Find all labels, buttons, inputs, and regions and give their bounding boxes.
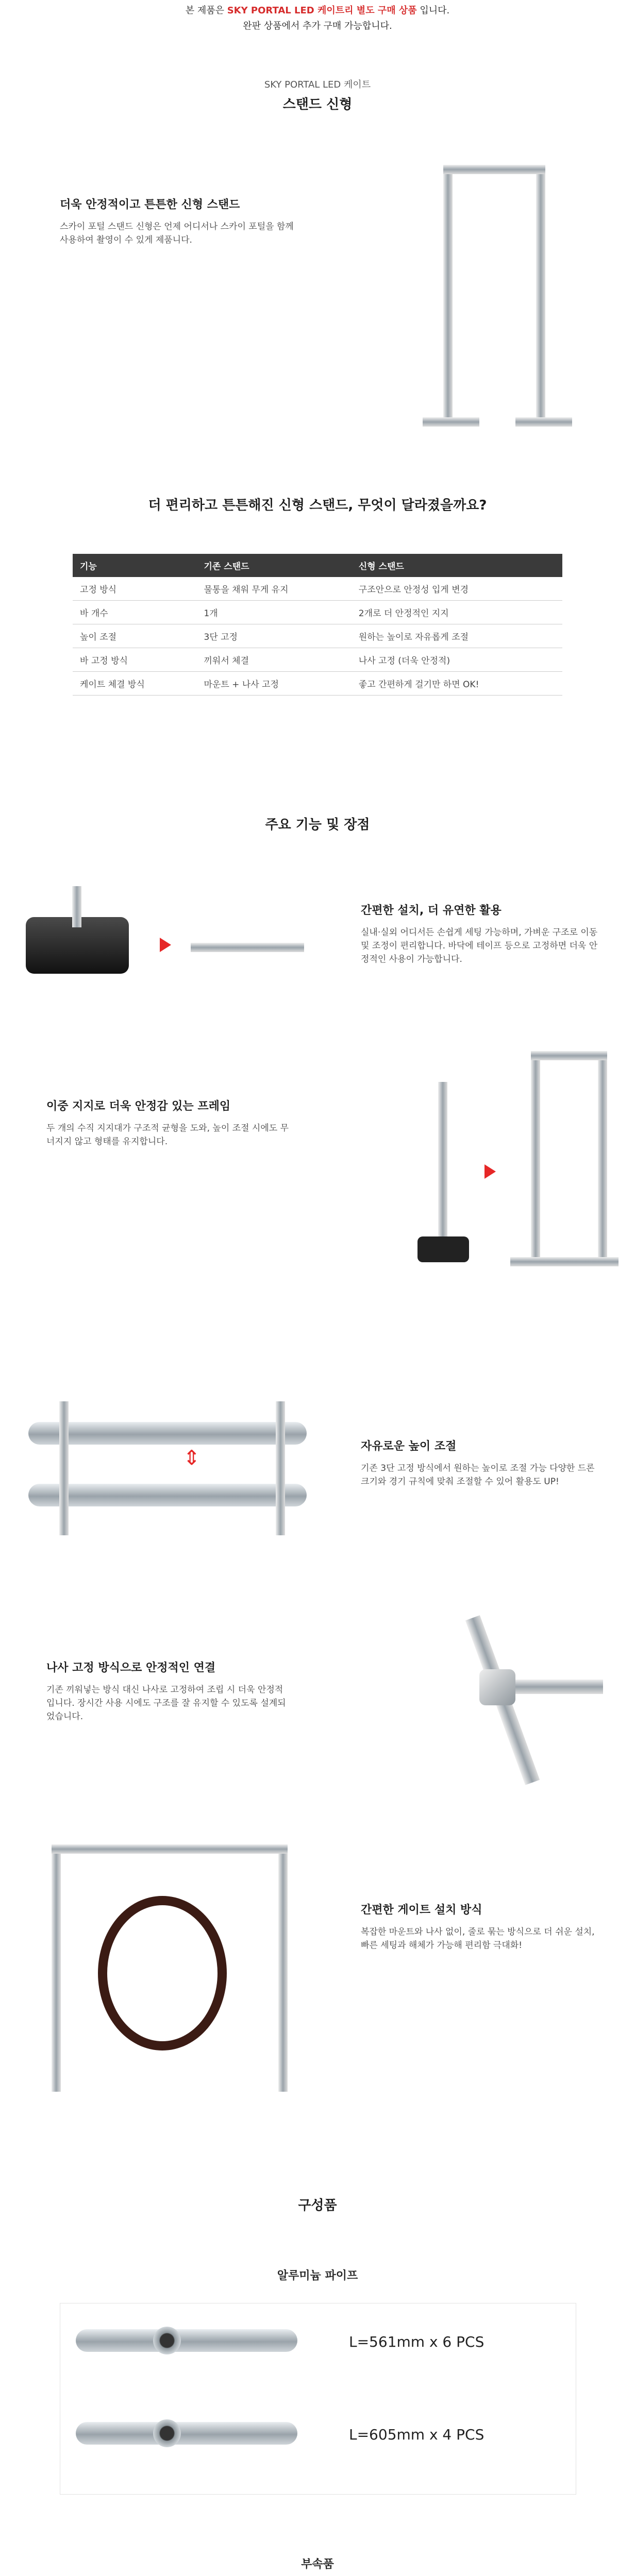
table-cell: 케이트 체결 방식: [73, 672, 196, 696]
table-row: [73, 577, 562, 601]
intro-section: [60, 196, 297, 247]
table-cell: 끼워서 체결: [196, 648, 351, 672]
feature-title: 간편한 설치, 더 유연한 활용: [361, 904, 502, 917]
intro-body: 스카이 포털 스탠드 신형은 언제 어디서나 스카이 포털을 함께 사용하여 촬영이 수 있게 제품니다.: [60, 222, 294, 245]
pipe-section-heading: [60, 2267, 575, 2283]
notice-line-2: 완판 상품에서 추가 구매 가능합니다.: [243, 21, 392, 31]
table-cell: 2개로 더 안정적인 지지: [352, 601, 562, 624]
feature-title: 나사 고정 방식으로 안정적인 연결: [46, 1662, 216, 1674]
notice-highlight: SKY PORTAL LED 케이트리 별도 구매 상품: [227, 5, 417, 16]
table-cell: 원하는 높이로 자유롭게 조절: [352, 624, 562, 648]
table-cell: 나사 고정 (더욱 안정적): [352, 648, 562, 672]
table-cell: 3단 고정: [196, 624, 351, 648]
feature-4-image: [392, 1602, 608, 1798]
feature-5-image: [36, 1834, 304, 2102]
pipe-title: 알루미늄 파이프: [277, 2269, 358, 2282]
feature-title: 자유로운 높이 조절: [361, 1440, 457, 1453]
compare-col-header: 기존 스탠드: [196, 554, 351, 577]
feature-body: 기존 3단 고정 방식에서 원하는 높이로 조절 가능 다양한 드론 크기와 경기 규칙에 맞춰 조절할 수 있어 활용도 UP!: [361, 1463, 595, 1487]
table-cell: 바 개수: [73, 601, 196, 624]
notice-text-end: 입니다.: [416, 5, 450, 16]
feature-2: [46, 1097, 289, 1148]
page-header: [60, 77, 575, 113]
arrow-right-icon: [160, 938, 171, 952]
table-cell: 물통을 채워 무게 유지: [196, 577, 351, 601]
table-row: [73, 672, 562, 696]
feature-body: 복잡한 마운트와 나사 없이, 줄로 묶는 방식으로 더 쉬운 설치, 빠른 세팅과 해체가 가능해 편리함 극대화!: [361, 1927, 595, 1951]
parts-title: 부속품: [301, 2558, 334, 2571]
arrow-right-icon: [484, 1164, 496, 1179]
components-heading: [60, 2195, 575, 2214]
compare-title: 더 편리하고 튼튼해진 신형 스탠드, 무엇이 달라졌을까요?: [148, 498, 487, 513]
compare-table-wrap: [73, 554, 562, 696]
notice-text: 본 제품은: [185, 5, 227, 16]
feature-2-image: [397, 1041, 624, 1267]
table-row: [73, 648, 562, 672]
stand-image: [417, 149, 572, 438]
up-down-arrow-icon: ⇕: [183, 1446, 200, 1470]
compare-col-header: 기능: [73, 554, 196, 577]
compare-table: [73, 554, 562, 696]
pipe-561-image: [76, 2329, 297, 2352]
brand-label: SKY PORTAL LED 케이트: [264, 79, 371, 90]
pipe-end-icon: [153, 2327, 181, 2354]
pipe-561-label: L=561mm x 6 PCS: [349, 2333, 484, 2350]
pipe-605-image: [76, 2422, 297, 2445]
pipe-end-icon: [153, 2419, 181, 2447]
table-cell: 고정 방식: [73, 577, 196, 601]
feature-title: 간편한 게이트 설치 방식: [361, 1904, 482, 1917]
components-title: 구성품: [298, 2198, 337, 2213]
feature-3-image: [28, 1401, 317, 1535]
table-cell: 바 고정 방식: [73, 648, 196, 672]
parts-section-heading: [60, 2555, 575, 2571]
table-row: [73, 624, 562, 648]
table-cell: 1개: [196, 601, 351, 624]
table-row: [73, 601, 562, 624]
table-cell: 구조안으로 안정성 입게 변경: [352, 577, 562, 601]
features-title: 주요 기능 및 장점: [265, 817, 370, 833]
page-title: 스탠드 신형: [282, 97, 353, 112]
compare-col-header: 신형 스탠드: [352, 554, 562, 577]
intro-heading: 더욱 안정적이고 튼튼한 신형 스탠드: [60, 198, 240, 211]
feature-body: 기존 끼워넣는 방식 대신 나사로 고정하여 조립 시 더욱 안정적입니다. 장시간 사용 시에도 구조를 잘 유지할 수 있도록 설계되었습니다.: [46, 1685, 286, 1722]
table-cell: 높이 조절: [73, 624, 196, 648]
feature-5: [361, 1901, 603, 1952]
feature-body: 두 개의 수직 지지대가 구조적 균형을 도와, 높이 조절 시에도 무너지지 않고 형태를 유지합니다.: [46, 1123, 289, 1147]
features-heading: [60, 814, 575, 833]
feature-1-image: [26, 886, 314, 989]
notice-line-1: [0, 3, 635, 19]
feature-4: [46, 1659, 289, 1723]
feature-title: 이중 지지로 더욱 안정감 있는 프레임: [46, 1100, 231, 1113]
feature-1: [361, 902, 603, 966]
compare-heading: [60, 495, 575, 514]
pipe-605-label: L=605mm x 4 PCS: [349, 2426, 484, 2443]
compare-header-row: [73, 554, 562, 577]
notice-banner: [0, 0, 635, 34]
pipe-card: [60, 2303, 576, 2495]
table-cell: 좋고 간편하게 걸기만 하면 OK!: [352, 672, 562, 696]
table-cell: 마운트 + 나사 고정: [196, 672, 351, 696]
feature-body: 실내·실외 어디서든 손쉽게 세팅 가능하며, 가벼운 구조로 이동 및 조정이 편리합니다. 바닥에 테이프 등으로 고정하면 더욱 안정적인 사용이 가능합니다.: [361, 927, 598, 964]
feature-3: [361, 1437, 603, 1488]
